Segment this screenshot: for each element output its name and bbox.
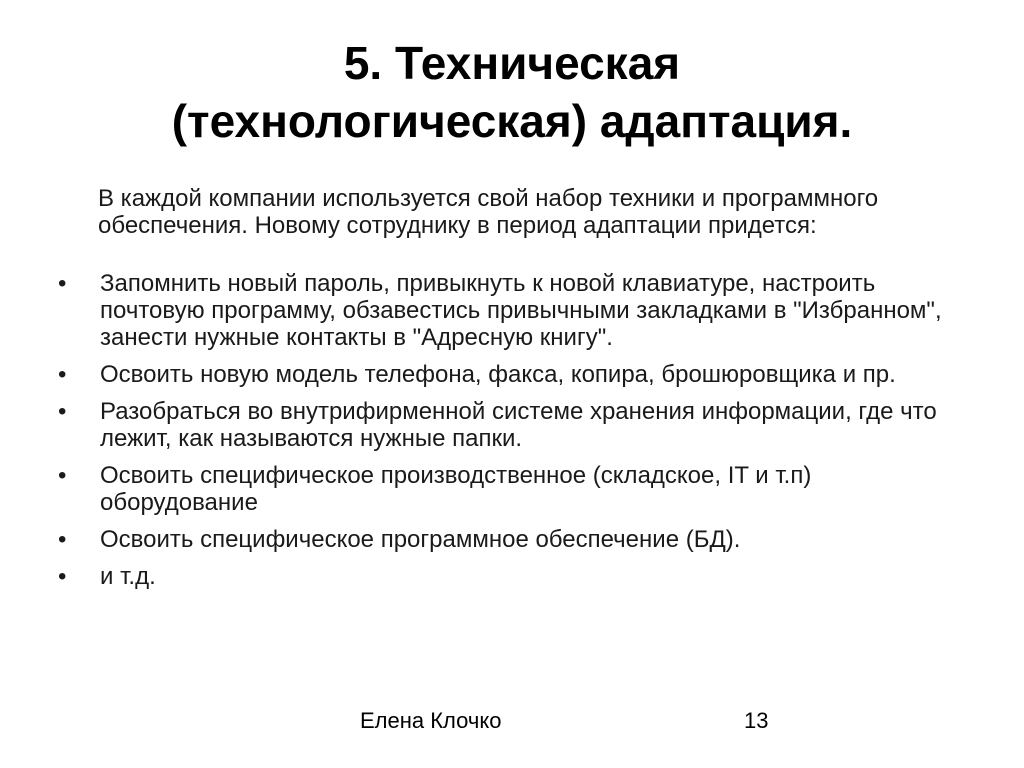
bullet-item bbox=[0, 526, 1000, 553]
bullet-text: и т.д. bbox=[100, 563, 156, 590]
intro-paragraph: В каждой компании используется свой набор техники и программного обеспечения. Новому сотруднику в период адаптации придется: bbox=[98, 185, 879, 239]
slide-title-line-1: 5. Техническая bbox=[343, 37, 681, 89]
bullet-text: Разобраться во внутрифирменной системе хранения информации, где что лежит, как называются нужные папки. bbox=[100, 398, 937, 452]
bullet-item bbox=[0, 462, 1000, 516]
bullet-dot-icon: • bbox=[58, 361, 67, 388]
page-number: 13 bbox=[744, 708, 769, 733]
bullet-list bbox=[0, 270, 1000, 600]
bullet-item bbox=[0, 563, 1000, 590]
bullet-text: Освоить новую модель телефона, факса, копира, брошюровщика и пр. bbox=[100, 361, 896, 388]
bullet-dot-icon: • bbox=[58, 398, 67, 425]
bullet-item bbox=[0, 270, 1000, 351]
bullet-dot-icon: • bbox=[58, 462, 67, 489]
slide-title bbox=[40, 34, 984, 150]
slide-title-line-2: (технологическая) адаптация. bbox=[171, 95, 853, 147]
bullet-dot-icon: • bbox=[58, 526, 67, 553]
bullet-item bbox=[0, 398, 1000, 452]
bullet-text: Освоить специфическое производственное (складское, IT и т.п) оборудование bbox=[100, 462, 812, 516]
bullet-dot-icon: • bbox=[58, 563, 67, 590]
bullet-item bbox=[0, 361, 1000, 388]
bullet-text: Освоить специфическое программное обеспечение (БД). bbox=[100, 526, 741, 553]
footer-author: Елена Клочко bbox=[360, 708, 502, 733]
bullet-dot-icon: • bbox=[58, 270, 67, 297]
bullet-text: Запомнить новый пароль, привыкнуть к новой клавиатуре, настроить почтовую программу, обзавестись привычными закладками в "Избранном", занести нужные контакты в "Адресную книгу". bbox=[100, 270, 942, 351]
